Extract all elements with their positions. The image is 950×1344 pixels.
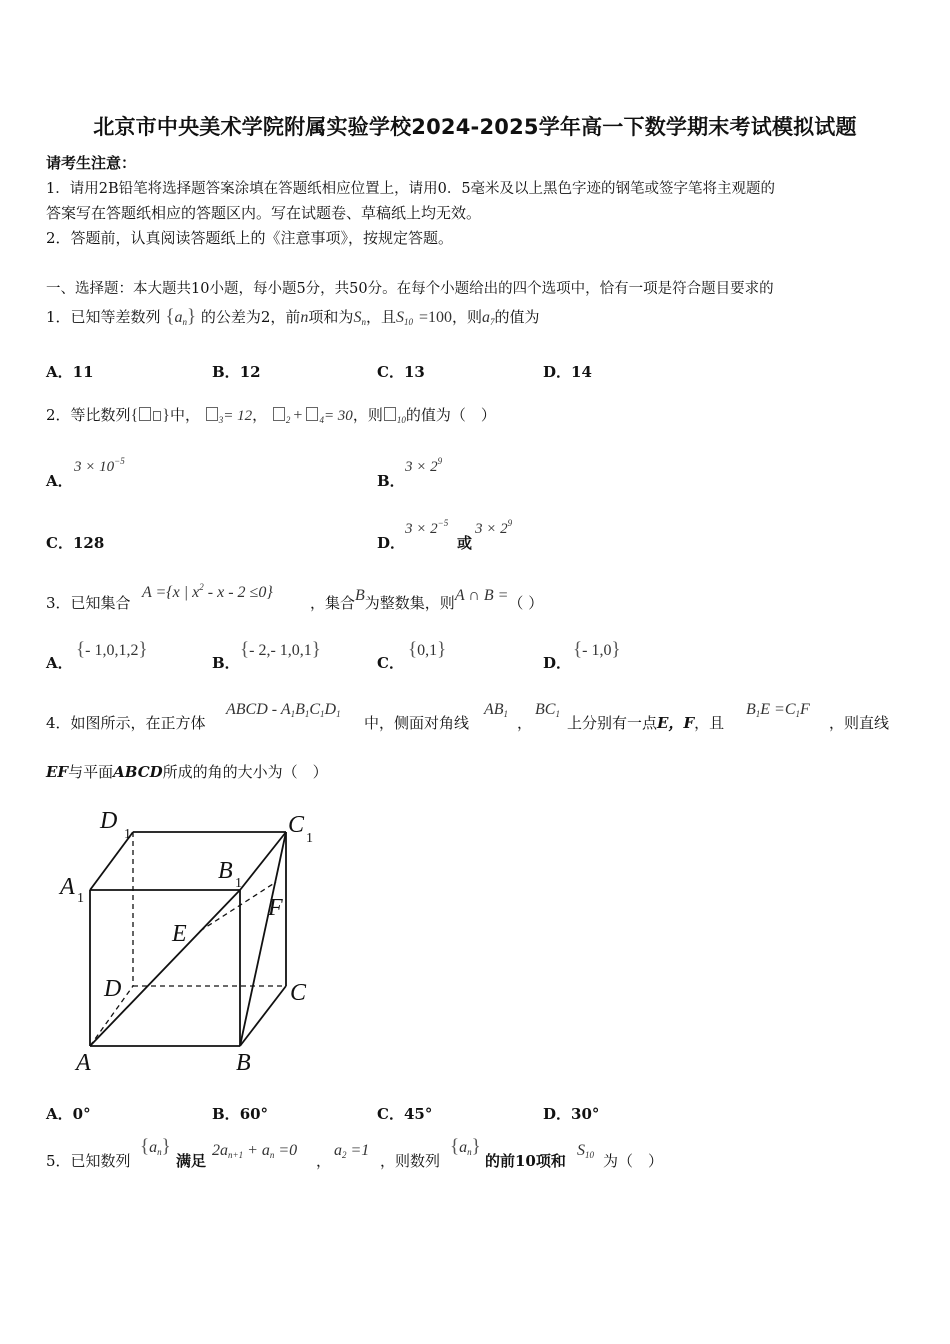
option-value: 13 (403, 363, 425, 381)
q2-text: 等比数列 (70, 406, 131, 424)
math-expr: B (295, 701, 305, 718)
option-value: 14 (571, 363, 592, 381)
q2-option-b-math (405, 456, 442, 476)
q3-option-c-set (408, 639, 446, 661)
q2-option-a-math (74, 456, 125, 476)
option-value: - 2,- 1,0,1 (249, 642, 312, 659)
q3-option-b[interactable] (212, 652, 240, 673)
question-2 (46, 404, 496, 425)
option-label: C． (377, 654, 404, 672)
q4-text-3: ， (517, 714, 533, 732)
q1-text: 项和为 (308, 308, 354, 326)
brace-close: } (611, 639, 621, 660)
math-sup: 2 (199, 582, 204, 592)
brace-close: } (186, 306, 197, 327)
q3-option-d[interactable] (543, 652, 571, 673)
math-sub: n (269, 1150, 275, 1160)
notice-heading: 请考生注意： (46, 154, 137, 172)
option-label: D． (543, 1105, 572, 1123)
q4-option-b[interactable] (212, 1103, 268, 1124)
math-a: a (459, 1139, 468, 1156)
option-label: D． (543, 363, 572, 381)
q5-text-2: 满足 (176, 1152, 207, 1170)
brace-close: } (471, 1136, 481, 1157)
q1-text: ，且 (365, 308, 396, 326)
option-label: B． (212, 1105, 240, 1123)
option-value: 11 (72, 363, 94, 381)
math-sub: 10 (396, 415, 406, 425)
math-eq: = 30 (323, 408, 353, 424)
brace-close: } (437, 639, 447, 660)
label-e: E (172, 921, 187, 947)
q1-option-b[interactable] (212, 361, 261, 382)
q2-option-d-math (405, 518, 448, 538)
math-expr: 3 × 2 (405, 521, 438, 537)
option-value: 60° (239, 1105, 269, 1123)
q4-text-2: 中，侧面对角线 (364, 714, 470, 732)
math-expr: 3 × 10 (74, 459, 115, 475)
math-expr: BC (535, 701, 556, 718)
question-1 (46, 306, 540, 336)
math-sub: 1 (503, 709, 509, 719)
label-f: F (268, 895, 283, 921)
q1-option-a[interactable] (46, 361, 94, 382)
q1-text: 的值为 (494, 308, 540, 326)
brace-open: { (573, 639, 583, 660)
math-a: a (149, 1139, 158, 1156)
math-expr: - x - 2 ≤0} (203, 584, 273, 601)
q1-text: 的公差为2，前 (200, 308, 301, 326)
brace-open: { (240, 639, 250, 660)
placeholder-glyph-icon (273, 407, 285, 421)
q2-text: ， (252, 406, 268, 424)
math-sup: 9 (437, 456, 443, 466)
option-label: A． (46, 363, 73, 381)
q4-text: 与平面 (68, 763, 114, 781)
q4-text: 所成的角的大小为（ ） (162, 763, 328, 781)
q5-text-3: ， (316, 1152, 332, 1170)
math-sub: 1 (336, 709, 341, 719)
q3-option-a[interactable] (46, 652, 73, 673)
math-expr: B (746, 701, 756, 718)
option-value: 12 (239, 363, 261, 381)
notice-item2: 2．答题前，认真阅读答题纸上的《注意事项》，按规定答题。 (46, 229, 454, 247)
math-sub: 1 (755, 709, 761, 719)
q3-set-a (142, 582, 273, 602)
option-value: 128 (72, 534, 105, 552)
label-a: A (76, 1050, 91, 1076)
q4-text: 上分别有一点 (567, 714, 658, 732)
math-sub: n+1 (228, 1150, 244, 1160)
placeholder-glyph-icon (306, 407, 318, 421)
q2-option-d-math2 (475, 518, 512, 538)
math-S: S (577, 1142, 585, 1159)
math-sub: n (157, 1147, 162, 1157)
option-label: D． (543, 654, 572, 672)
question-number: 1． (46, 308, 71, 326)
brace-open: { (140, 1136, 150, 1157)
math-expr: C (309, 701, 321, 718)
brace-close: } (161, 1136, 171, 1157)
math-ef: EF (46, 763, 69, 781)
q2-text: 中， (169, 406, 200, 424)
q5-text-5: 的前10项和 (485, 1152, 566, 1170)
q2-option-b[interactable] (377, 470, 405, 491)
q2-option-c[interactable] (46, 532, 104, 553)
option-label: A． (46, 654, 73, 672)
brace-open: { (130, 407, 139, 424)
q4-cube (226, 699, 341, 719)
notice-item1-line1: 1．请用2B铅笔将选择题答案涂填在答题纸相应位置上，请用0．5毫米及以上黑色字迹的钢笔或签字笔将主观题的 (46, 181, 776, 197)
q2-text: 的值为（ ） (405, 406, 496, 424)
q4-text: 如图所示，在正方体 (70, 714, 206, 732)
math-expr: A ∩ B = (454, 587, 509, 604)
math-expr: + a (243, 1142, 270, 1159)
label-b: B (236, 1050, 251, 1076)
notice-item1-line2: 答案写在答题纸相应的答题区内。写在试题卷、草稿纸上均无效。 (46, 204, 482, 222)
math-expr: F (800, 701, 810, 718)
label-d: D (104, 976, 122, 1002)
placeholder-glyph-icon (384, 407, 396, 421)
q4-text-4 (567, 712, 724, 733)
math-abcd: ABCD (113, 763, 163, 781)
math-S: S (395, 309, 404, 326)
option-label: A． (46, 1105, 73, 1123)
q3-option-b-set (240, 639, 321, 661)
brace-open: { (450, 1136, 460, 1157)
option-value: - 1,0 (582, 642, 612, 659)
math-sub: n (361, 317, 366, 327)
q4-line-2 (46, 761, 328, 782)
math-sup: 9 (507, 518, 513, 528)
math-sub: 2 (342, 1150, 347, 1160)
q2-text: ，则 (352, 406, 383, 424)
math-expr: E =C (760, 701, 796, 718)
math-expr: 2a (212, 1142, 228, 1159)
option-label: C． (46, 534, 73, 552)
q4-ab1 (484, 699, 508, 719)
math-eq: =100 (418, 309, 452, 326)
q4-option-a[interactable] (46, 1103, 91, 1124)
q3-text: 为整数集，则 (364, 594, 455, 612)
math-sup: −5 (437, 518, 449, 528)
label-c: C (290, 980, 307, 1006)
label-sub: 1 (306, 831, 313, 846)
placeholder-glyph-icon (139, 407, 151, 421)
label-sub: 1 (235, 876, 242, 891)
q2-option-a[interactable] (46, 470, 73, 491)
q4-text: ，且 (694, 714, 725, 732)
brace-close: } (138, 639, 148, 660)
math-a: a (482, 309, 490, 326)
option-label: D． (377, 534, 406, 552)
q5-seq-1 (140, 1136, 171, 1158)
math-expr: 3 × 2 (405, 459, 438, 475)
option-label: B． (377, 472, 405, 490)
option-value: 45° (403, 1105, 433, 1123)
q4-text-6: ，则直线 (829, 714, 890, 732)
label-sub: 1 (77, 891, 84, 906)
math-n: n (300, 309, 309, 326)
math-plus: + (293, 407, 303, 424)
q2-option-d-or: 或 (457, 534, 473, 552)
label-b1: B (218, 858, 233, 884)
question-5-label (46, 1150, 131, 1171)
q5-text: 已知数列 (70, 1152, 131, 1170)
q1-option-c[interactable] (377, 361, 425, 382)
brace-close: } (311, 639, 321, 660)
math-sub: 10 (585, 1150, 594, 1160)
math-sub: 3 (218, 415, 224, 425)
option-value: 30° (571, 1105, 600, 1123)
brace-open: { (408, 639, 418, 660)
math-a: a (174, 309, 183, 326)
label-sub: 1 (124, 827, 131, 842)
math-sub: n (467, 1147, 472, 1157)
q3-text: （ ） (508, 594, 544, 612)
math-sub: 1 (304, 709, 310, 719)
math-sup: −5 (114, 456, 125, 466)
q4-b1e (746, 699, 810, 719)
math-sub: 1 (290, 709, 296, 719)
q4-option-d[interactable] (543, 1103, 599, 1124)
math-sub: 1 (320, 709, 325, 719)
question-number: 5． (46, 1152, 71, 1170)
option-value: 0,1 (417, 642, 438, 659)
q1-text: ，则 (451, 308, 482, 326)
math-sub: 2 (285, 415, 291, 425)
cube-figure (50, 800, 340, 1080)
q5-text-4: ，则数列 (380, 1152, 441, 1170)
option-label: C． (377, 1105, 404, 1123)
q1-option-d[interactable] (543, 361, 592, 382)
math-expr: AB (484, 701, 504, 718)
placeholder-glyph-icon (153, 411, 161, 421)
math-S: S (353, 309, 362, 326)
label-c1: C (288, 812, 305, 838)
math-sub: 1 (555, 709, 560, 719)
math-B: B (355, 587, 365, 604)
brace-open: { (76, 639, 86, 660)
q5-seq-2 (450, 1136, 481, 1158)
diagonal-bc1 (240, 832, 286, 1046)
math-expr: ABCD - A (226, 701, 291, 718)
q5-recurrence (212, 1140, 297, 1160)
option-value: - 1,0,1,2 (85, 642, 139, 659)
q1-text: 已知等差数列 (70, 308, 161, 326)
brace-close: } (162, 407, 170, 424)
section-heading: 一、选择题：本大题共10小题，每小题5分，共50分。在每个小题给出的四个选项中，恰有一项是符合题目要求的 (46, 281, 774, 297)
option-label: C． (377, 363, 404, 381)
math-sub: 1 (795, 709, 801, 719)
diagonal-ab1 (90, 890, 240, 1046)
question-3-label (46, 592, 131, 613)
question-number: 3． (46, 594, 71, 612)
q3-option-a-set (76, 639, 148, 661)
math-expr: A ={x | x (142, 584, 200, 601)
q4-option-c[interactable] (377, 1103, 432, 1124)
math-ef: E，F (657, 714, 695, 732)
option-label: B． (212, 363, 240, 381)
math-expr: D (324, 701, 337, 718)
q3-text: ，集合 (310, 594, 356, 612)
q2-option-d[interactable] (377, 532, 405, 553)
q5-a2 (334, 1140, 369, 1160)
label-d1: D (100, 808, 118, 834)
math-expr: 3 × 2 (475, 521, 508, 537)
math-a: a (334, 1142, 342, 1159)
brace-open: { (165, 306, 175, 327)
option-label: B． (212, 654, 240, 672)
label-a1: A (60, 874, 75, 900)
placeholder-glyph-icon (206, 407, 218, 421)
question-3-rest (310, 587, 544, 613)
page-title: 北京市中央美术学院附属实验学校2024-2025学年高一下数学期末考试模拟试题 (93, 115, 857, 139)
q5-text-6: 为（ ） (603, 1152, 664, 1170)
option-value: 0° (72, 1105, 91, 1123)
q3-option-c[interactable] (377, 652, 404, 673)
math-sub: n (182, 317, 187, 327)
math-sub: 7 (490, 317, 495, 327)
q3-text: 已知集合 (70, 594, 131, 612)
option-label: A． (46, 472, 73, 490)
q3-option-d-set (573, 639, 621, 661)
math-expr: =1 (346, 1142, 370, 1159)
question-number: 4． (46, 714, 71, 732)
question-number: 2． (46, 406, 71, 424)
q4-bc1 (535, 699, 560, 719)
math-expr: =0 (274, 1142, 298, 1159)
math-eq: = 12 (223, 408, 253, 424)
q5-s10 (577, 1140, 594, 1160)
question-4-label (46, 712, 206, 733)
math-sub: 10 (403, 317, 413, 327)
math-sub: 4 (319, 415, 324, 425)
